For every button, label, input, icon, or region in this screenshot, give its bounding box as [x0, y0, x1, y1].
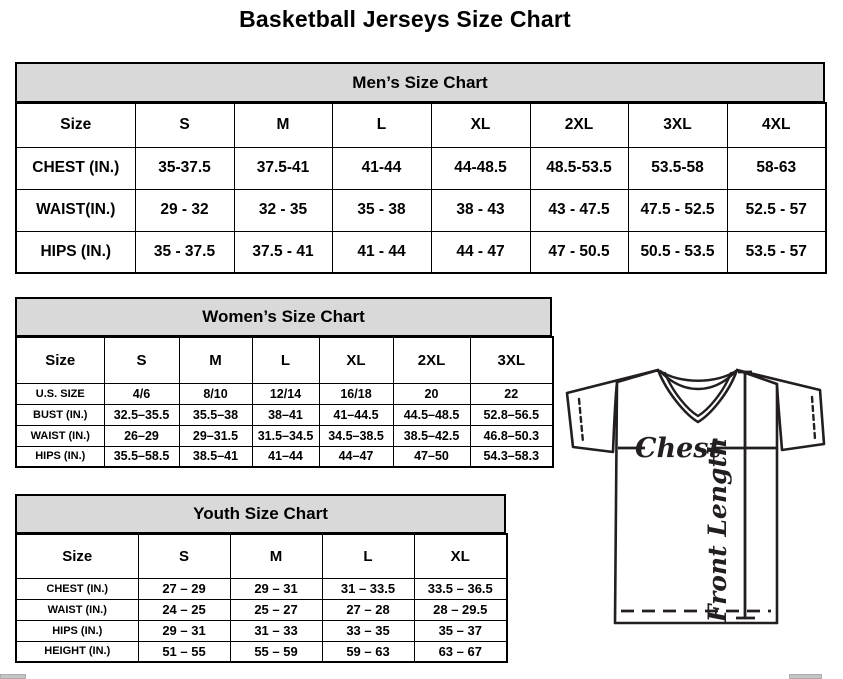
- table-cell: 38 - 43: [431, 189, 530, 231]
- table-cell: 41-44: [332, 147, 431, 189]
- table-cell: 43 - 47.5: [530, 189, 628, 231]
- youth-chart-title: Youth Size Chart: [15, 494, 506, 533]
- table-cell: 55 – 59: [230, 641, 322, 662]
- table-cell: 32 - 35: [234, 189, 332, 231]
- table-row: [16, 383, 553, 404]
- table-cell: 31 – 33: [230, 620, 322, 641]
- table-cell: 29–31.5: [179, 425, 252, 446]
- table-cell: 12/14: [252, 383, 319, 404]
- column-header: XL: [414, 534, 507, 578]
- table-cell: 63 – 67: [414, 641, 507, 662]
- table-cell: 50.5 - 53.5: [628, 231, 727, 273]
- table-cell: 31.5–34.5: [252, 425, 319, 446]
- table-row: [16, 578, 507, 599]
- table-cell: 27 – 28: [322, 599, 414, 620]
- table-cell: 20: [393, 383, 470, 404]
- table-cell: 44–47: [319, 446, 393, 467]
- scrollbar-fragment-left[interactable]: [0, 674, 26, 679]
- table-cell: 44 - 47: [431, 231, 530, 273]
- table-cell: 38.5–41: [179, 446, 252, 467]
- row-label: CHEST (IN.): [16, 147, 135, 189]
- row-label: WAIST (IN.): [16, 599, 138, 620]
- table-cell: 47–50: [393, 446, 470, 467]
- table-cell: 29 – 31: [230, 578, 322, 599]
- table-cell: 29 - 32: [135, 189, 234, 231]
- column-header: 2XL: [530, 103, 628, 147]
- row-label: U.S. SIZE: [16, 383, 104, 404]
- column-header: S: [104, 337, 179, 383]
- column-header: XL: [319, 337, 393, 383]
- table-cell: 41–44.5: [319, 404, 393, 425]
- table-cell: 33.5 – 36.5: [414, 578, 507, 599]
- table-cell: 41–44: [252, 446, 319, 467]
- table-cell: 52.5 - 57: [727, 189, 826, 231]
- table-cell: 44.5–48.5: [393, 404, 470, 425]
- table-cell: 44-48.5: [431, 147, 530, 189]
- column-header: S: [135, 103, 234, 147]
- table-cell: 31 – 33.5: [322, 578, 414, 599]
- table-row: [16, 425, 553, 446]
- table-cell: 37.5-41: [234, 147, 332, 189]
- table-row: [16, 231, 826, 273]
- table-row: [16, 189, 826, 231]
- mens-chart-title: Men’s Size Chart: [15, 62, 825, 102]
- table-cell: 35.5–58.5: [104, 446, 179, 467]
- row-label: HIPS (IN.): [16, 231, 135, 273]
- table-cell: 54.3–58.3: [470, 446, 553, 467]
- table-cell: 22: [470, 383, 553, 404]
- row-label: HEIGHT (IN.): [16, 641, 138, 662]
- table-cell: 48.5-53.5: [530, 147, 628, 189]
- table-cell: 52.8–56.5: [470, 404, 553, 425]
- table-cell: 46.8–50.3: [470, 425, 553, 446]
- table-cell: 41 - 44: [332, 231, 431, 273]
- table-cell: 58-63: [727, 147, 826, 189]
- jersey-torso: [615, 370, 777, 623]
- table-cell: 47.5 - 52.5: [628, 189, 727, 231]
- column-header: L: [252, 337, 319, 383]
- table-cell: 25 – 27: [230, 599, 322, 620]
- table-cell: 27 – 29: [138, 578, 230, 599]
- youth-size-table: [15, 533, 508, 663]
- row-label: WAIST(IN.): [16, 189, 135, 231]
- youth-size-chart: [15, 494, 506, 663]
- row-label: CHEST (IN.): [16, 578, 138, 599]
- table-cell: 35 – 37: [414, 620, 507, 641]
- column-header: 3XL: [470, 337, 553, 383]
- womens-chart-title: Women’s Size Chart: [15, 297, 552, 336]
- table-row: [16, 641, 507, 662]
- table-cell: 35 - 38: [332, 189, 431, 231]
- row-label: HIPS (IN.): [16, 446, 104, 467]
- table-cell: 35 - 37.5: [135, 231, 234, 273]
- table-cell: 26–29: [104, 425, 179, 446]
- table-row: [16, 446, 553, 467]
- column-header: M: [179, 337, 252, 383]
- column-header: L: [322, 534, 414, 578]
- table-cell: 8/10: [179, 383, 252, 404]
- column-header: Size: [16, 534, 138, 578]
- table-row: [16, 404, 553, 425]
- column-header: M: [234, 103, 332, 147]
- column-header: Size: [16, 337, 104, 383]
- womens-header-row: [16, 337, 553, 383]
- column-header: L: [332, 103, 431, 147]
- table-cell: 24 – 25: [138, 599, 230, 620]
- table-row: [16, 599, 507, 620]
- jersey-diagram: [555, 360, 840, 634]
- column-header: 4XL: [727, 103, 826, 147]
- page-title: Basketball Jerseys Size Chart: [239, 6, 571, 32]
- column-header: 3XL: [628, 103, 727, 147]
- womens-size-table: [15, 336, 554, 468]
- womens-size-chart: [15, 297, 552, 468]
- row-label: HIPS (IN.): [16, 620, 138, 641]
- table-cell: 59 – 63: [322, 641, 414, 662]
- mens-header-row: [16, 103, 826, 147]
- table-cell: 53.5-58: [628, 147, 727, 189]
- mens-size-chart: [15, 62, 825, 274]
- column-header: S: [138, 534, 230, 578]
- column-header: M: [230, 534, 322, 578]
- table-cell: 37.5 - 41: [234, 231, 332, 273]
- table-cell: 35-37.5: [135, 147, 234, 189]
- table-cell: 33 – 35: [322, 620, 414, 641]
- table-cell: 47 - 50.5: [530, 231, 628, 273]
- youth-header-row: [16, 534, 507, 578]
- front-length-label: Front Length: [703, 437, 732, 623]
- table-cell: 51 – 55: [138, 641, 230, 662]
- scrollbar-fragment-right[interactable]: [789, 674, 822, 679]
- row-label: WAIST (IN.): [16, 425, 104, 446]
- column-header: XL: [431, 103, 530, 147]
- table-cell: 29 – 31: [138, 620, 230, 641]
- mens-size-table: [15, 102, 827, 274]
- row-label: BUST (IN.): [16, 404, 104, 425]
- table-cell: 32.5–35.5: [104, 404, 179, 425]
- table-cell: 4/6: [104, 383, 179, 404]
- table-cell: 34.5–38.5: [319, 425, 393, 446]
- table-cell: 28 – 29.5: [414, 599, 507, 620]
- table-cell: 38–41: [252, 404, 319, 425]
- table-cell: 16/18: [319, 383, 393, 404]
- table-cell: 38.5–42.5: [393, 425, 470, 446]
- column-header: Size: [16, 103, 135, 147]
- column-header: 2XL: [393, 337, 470, 383]
- table-cell: 35.5–38: [179, 404, 252, 425]
- table-row: [16, 147, 826, 189]
- table-row: [16, 620, 507, 641]
- table-cell: 53.5 - 57: [727, 231, 826, 273]
- chest-label: Chest: [635, 433, 721, 464]
